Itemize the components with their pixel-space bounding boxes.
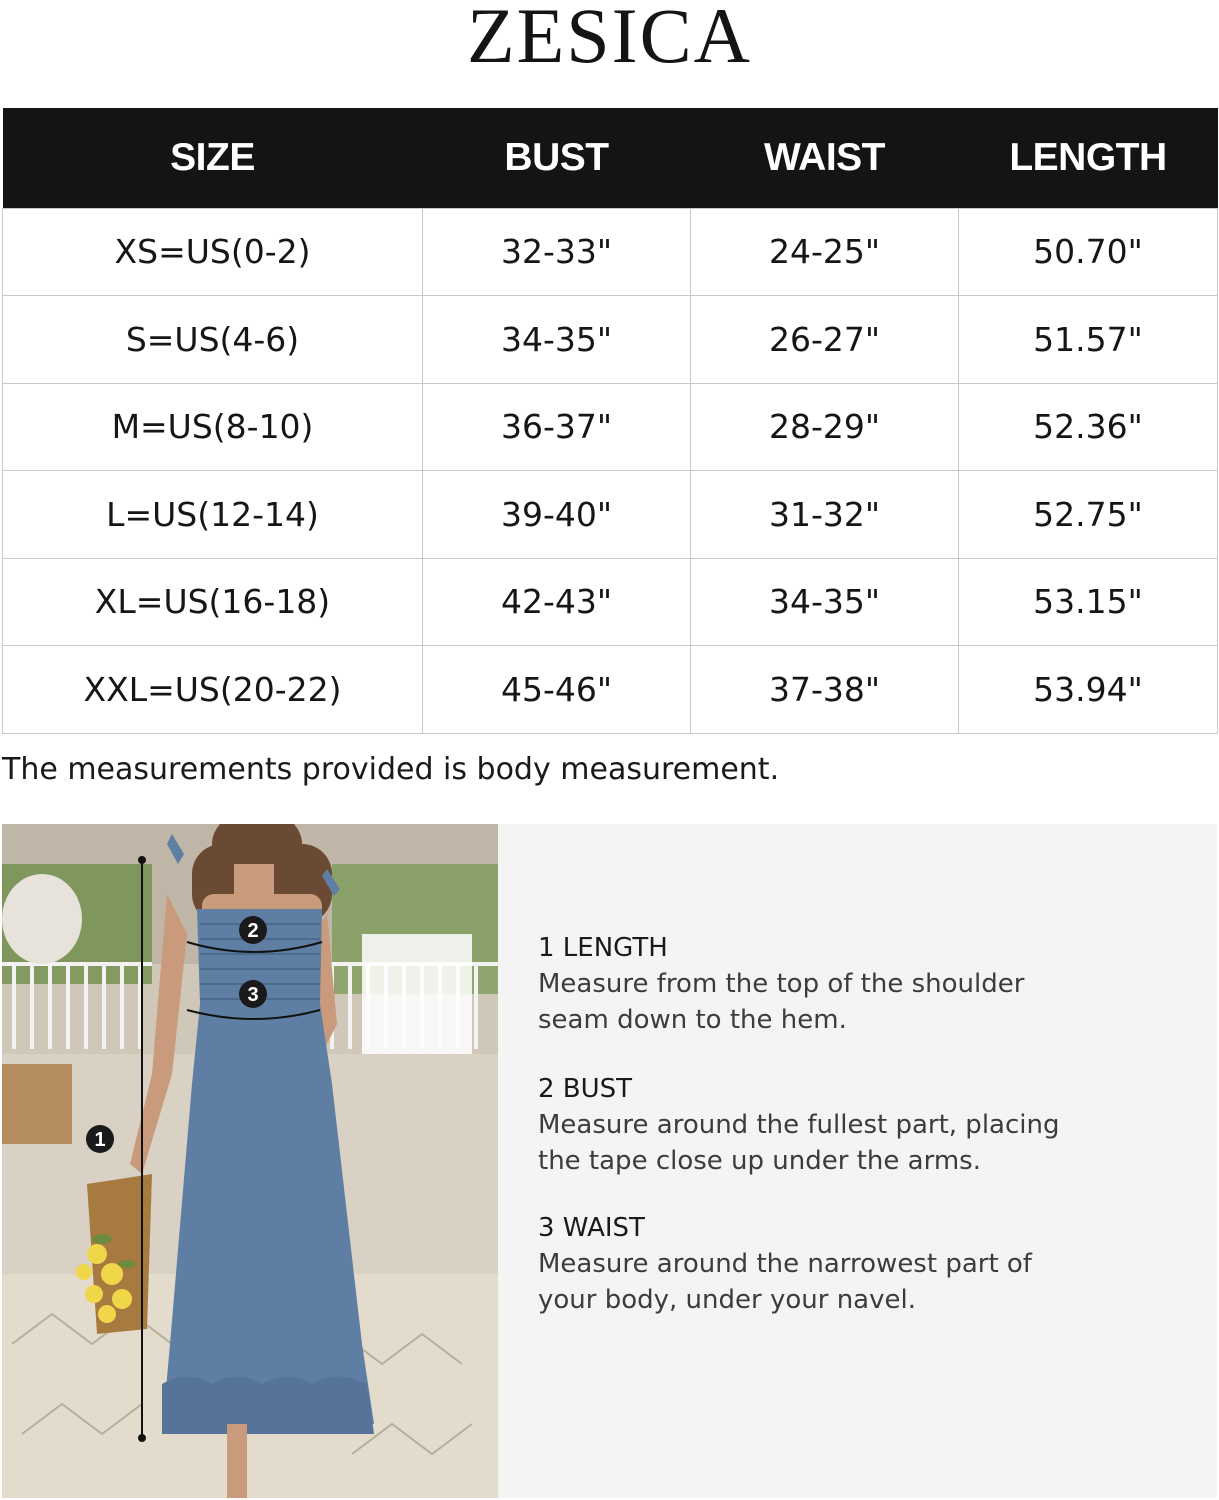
header-bust: BUST: [423, 108, 691, 208]
guide-waist-heading: 3 WAIST: [538, 1213, 645, 1243]
marker-length: [86, 1125, 114, 1153]
header-length: LENGTH: [959, 108, 1218, 208]
size-cell: XS=US(0-2): [3, 208, 423, 296]
length-cell: 50.70": [959, 208, 1218, 296]
length-cell: 52.75": [959, 471, 1218, 559]
marker-bust-label: 2: [247, 920, 259, 942]
bust-cell: 32-33": [423, 208, 691, 296]
pendant-lamp: [2, 874, 82, 964]
measurement-note: The measurements provided is body measurement.: [2, 752, 780, 787]
side-table: [2, 1064, 72, 1144]
length-cell: 53.15": [959, 558, 1218, 646]
marker-waist-label: 3: [247, 984, 259, 1006]
length-line-top: [138, 856, 146, 864]
waist-cell: 31-32": [691, 471, 959, 559]
size-cell: L=US(12-14): [3, 471, 423, 559]
marker-bust: [239, 916, 267, 944]
guide-bust: [538, 1071, 1198, 1179]
table-row: [3, 471, 1218, 559]
bust-cell: 34-35": [423, 296, 691, 384]
header-waist: WAIST: [691, 108, 959, 208]
brand-logo: ZESICA: [467, 0, 752, 79]
guide-waist: [538, 1210, 1198, 1318]
table-row: [3, 646, 1218, 734]
table-row: [3, 383, 1218, 471]
marker-length-label: 1: [94, 1129, 106, 1151]
bust-cell: 39-40": [423, 471, 691, 559]
guide-length: [538, 930, 1198, 1038]
model-photo: [2, 824, 498, 1498]
measurement-guide: [498, 824, 1217, 1498]
header-size: SIZE: [3, 108, 423, 208]
marker-waist: [239, 980, 267, 1008]
guide-length-heading: 1 LENGTH: [538, 933, 668, 963]
waist-cell: 34-35": [691, 558, 959, 646]
table-row: [3, 296, 1218, 384]
dress-ruffle-hem: [162, 1377, 374, 1435]
waist-cell: 37-38": [691, 646, 959, 734]
bust-cell: 36-37": [423, 383, 691, 471]
guide-waist-text: Measure around the narrowest part of your body, under your navel.: [538, 1249, 1032, 1315]
length-line-bottom: [138, 1434, 146, 1442]
length-cell: 52.36": [959, 383, 1218, 471]
guide-bust-text: Measure around the fullest part, placing the tape close up under the arms.: [538, 1110, 1060, 1176]
model-leg: [227, 1424, 247, 1498]
length-cell: 53.94": [959, 646, 1218, 734]
size-cell: XL=US(16-18): [3, 558, 423, 646]
table-row: [3, 558, 1218, 646]
table-header-row: [3, 108, 1218, 208]
size-chart-table: [2, 108, 1218, 734]
guide-length-text: Measure from the top of the shoulder seam down to the hem.: [538, 969, 1025, 1035]
waist-cell: 28-29": [691, 383, 959, 471]
guide-bust-heading: 2 BUST: [538, 1074, 633, 1104]
waist-cell: 26-27": [691, 296, 959, 384]
size-cell: M=US(8-10): [3, 383, 423, 471]
table-row: [3, 208, 1218, 296]
model-illustration: [2, 824, 498, 1498]
length-cell: 51.57": [959, 296, 1218, 384]
waist-cell: 24-25": [691, 208, 959, 296]
size-cell: S=US(4-6): [3, 296, 423, 384]
bust-cell: 42-43": [423, 558, 691, 646]
bust-cell: 45-46": [423, 646, 691, 734]
size-cell: XXL=US(20-22): [3, 646, 423, 734]
